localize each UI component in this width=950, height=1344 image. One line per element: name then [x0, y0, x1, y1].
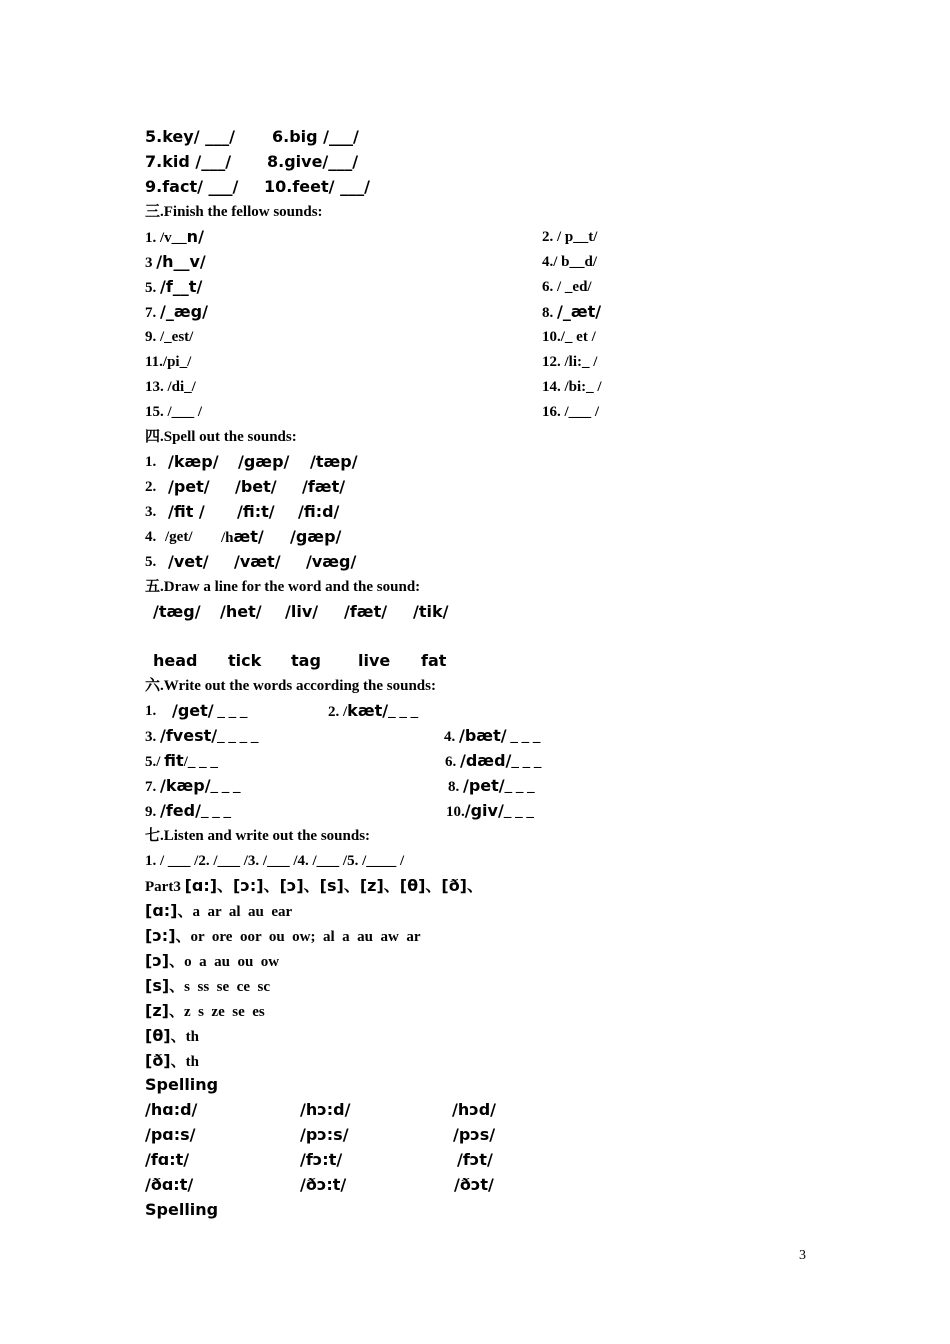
spelling-rule: [s]、s ss se ce sc	[145, 976, 270, 995]
exercise-row: 5. /f__t/ 6. / _ed/	[145, 277, 592, 296]
section-heading: 三.Finish the fellow sounds:	[145, 204, 323, 220]
spelling-row: /ðɑ:t/ /ðɔ:t/ /ðɔt/	[145, 1175, 494, 1194]
spelling-row: /pɑ:s/ /pɔ:s/ /pɔs/	[145, 1125, 496, 1144]
spelling-row: /fɑ:t/ /fɔ:t/ /fɔt/	[145, 1150, 493, 1169]
exercise-row: 1. / ___ /2. /___ /3. /___ /4. /___ /5. /____ /	[145, 853, 405, 869]
section-heading: 六.Write out the words according the sounds:	[145, 678, 436, 694]
spelling-rule: [ð]、th	[145, 1051, 199, 1070]
exercise-row: 3. /fit / /fi:t/ /fi:d/	[145, 502, 340, 521]
exercise-row: 1. /v__n/ 2. / p__t/	[145, 227, 598, 246]
exercise-row: 2. /pet/ /bet/ /fæt/	[145, 477, 346, 496]
exercise-row: 1. /kæp/ /gæp/ /tæp/	[145, 452, 358, 471]
exercise-row: 13. /di_/ 14. /bi:_ /	[145, 379, 602, 395]
spelling-row: /hɑ:d/ /hɔ:d/ /hɔd/	[145, 1100, 497, 1119]
vocab-row: 7.kid /___/ 8.give/___/	[145, 152, 359, 171]
spelling-rule: [ɔ:]、or ore oor ou ow; al a au aw ar	[145, 926, 421, 945]
exercise-row: 4. /get/ /hæt/ /gæp/	[145, 527, 342, 546]
exercise-row: 5./ fit/_ _ _ 6. /dæd/_ _ _	[145, 751, 542, 770]
exercise-row: 5. /vet/ /væt/ /væg/	[145, 552, 357, 571]
section-heading: 五.Draw a line for the word and the sound:	[145, 579, 421, 595]
section-heading: 七.Listen and write out the sounds:	[145, 828, 371, 844]
exercise-row: 3 /h__v/ 4./ b__d/	[145, 252, 598, 271]
spelling-rule: [ɔ]、o a au ou ow	[145, 951, 280, 970]
vocab-row: 5.key/ ___/ 6.big /___/	[145, 127, 359, 146]
exercise-row: 3. /fvest/_ _ _ _ 4. /bæt/ _ _ _	[145, 726, 541, 745]
spelling-rule: [z]、z s ze se es	[145, 1001, 265, 1020]
section-heading: 四.Spell out the sounds:	[145, 429, 297, 445]
spelling-rule: [θ]、th	[145, 1026, 199, 1045]
exercise-row: 15. /___ / 16. /___ /	[145, 404, 600, 420]
spelling-label: Spelling	[145, 1075, 219, 1094]
exercise-row: 1. /get/ _ _ _ 2. /kæt/_ _ _	[145, 701, 419, 720]
part-title: Part3 [ɑ:]、[ɔ:]、[ɔ]、[s]、[z]、[θ]、[ð]、	[145, 876, 483, 895]
vocab-row: 9.fact/ ___/ 10.feet/ ___/	[145, 177, 370, 196]
spelling-label: Spelling	[145, 1200, 219, 1219]
exercise-row: 7. /kæp/_ _ _ 8. /pet/_ _ _	[145, 776, 535, 795]
document-page: 5.key/ ___/ 6.big /___/ 7.kid /___/ 8.give/___/ 9.fact/ ___/ 10.feet/ ___/ 三.Finish the fellow sounds: 1. /v__n/ 2. / p__t/ 3 /h__v/ 4./ b__d/ 5. /f__t/ 6. / _ed/ 7. /_æg/ 8. /_æt/ 9. /_est/ 10./_ et / 11./pi_/ 12. /li:_ / 13. /di_/ 14. /bi:_ / 15. /___ / 16. /___ / 四.Spell out the sounds: 1. /kæp/ /gæp/ /tæp/ 2. /pet/ /bet/ /fæt/ 3. /fit / /fi:t/ /fi:d/ 4. /get/ /hæt/ /gæp/ 5. /vet/ /væt/ /væg/ 五.Draw a line for the word and the sound: /tæg/ /het/ /liv/ /fæt/ /tik/ head tick tag live fat 六.Write out the words according the sounds: 1. /get/ _ _ _ 2. /kæt/_ _ _ 3. /fvest/_ _ _ _ 4. /bæt/ _ _ _ 5./ fit/_ _ _ 6. /dæd/_ _ _ 7. /kæp/_ _ _ 8. /pet/_ _ _ 9. /fed/_ _ _ 10./giv/_ _ _ 七.Listen and write out the sounds: 1. / ___ /2. /___ /3. /___ /4. /___ /5. /____ / Part3 [ɑ:]、[ɔ:]、[ɔ]、[s]、[z]、[θ]、[ð]、 [ɑ:]、a ar al au ear [ɔ:]、or ore oor ou ow; al a au aw ar [ɔ]、o a au ou ow [s]、s ss se ce sc [z]、z s ze se es [θ]、th [ð]、th Spelling /hɑ:d/ /hɔ:d/ /hɔd/ /pɑ:s/ /pɔ:s/ /pɔs/ /fɑ:t/ /fɔ:t/ /fɔt/ /ðɑ:t/ /ðɔ:t/ /ðɔt/ Spelling 3	[145, 127, 806, 1263]
spelling-rule: [ɑ:]、a ar al au ear	[145, 901, 293, 920]
exercise-row: 9. /_est/ 10./_ et /	[145, 329, 596, 345]
exercise-row: 11./pi_/ 12. /li:_ /	[145, 354, 598, 370]
exercise-row: 7. /_æg/ 8. /_æt/	[145, 302, 602, 321]
exercise-row: 9. /fed/_ _ _ 10./giv/_ _ _	[145, 801, 534, 820]
page-number: 3	[799, 1248, 806, 1263]
